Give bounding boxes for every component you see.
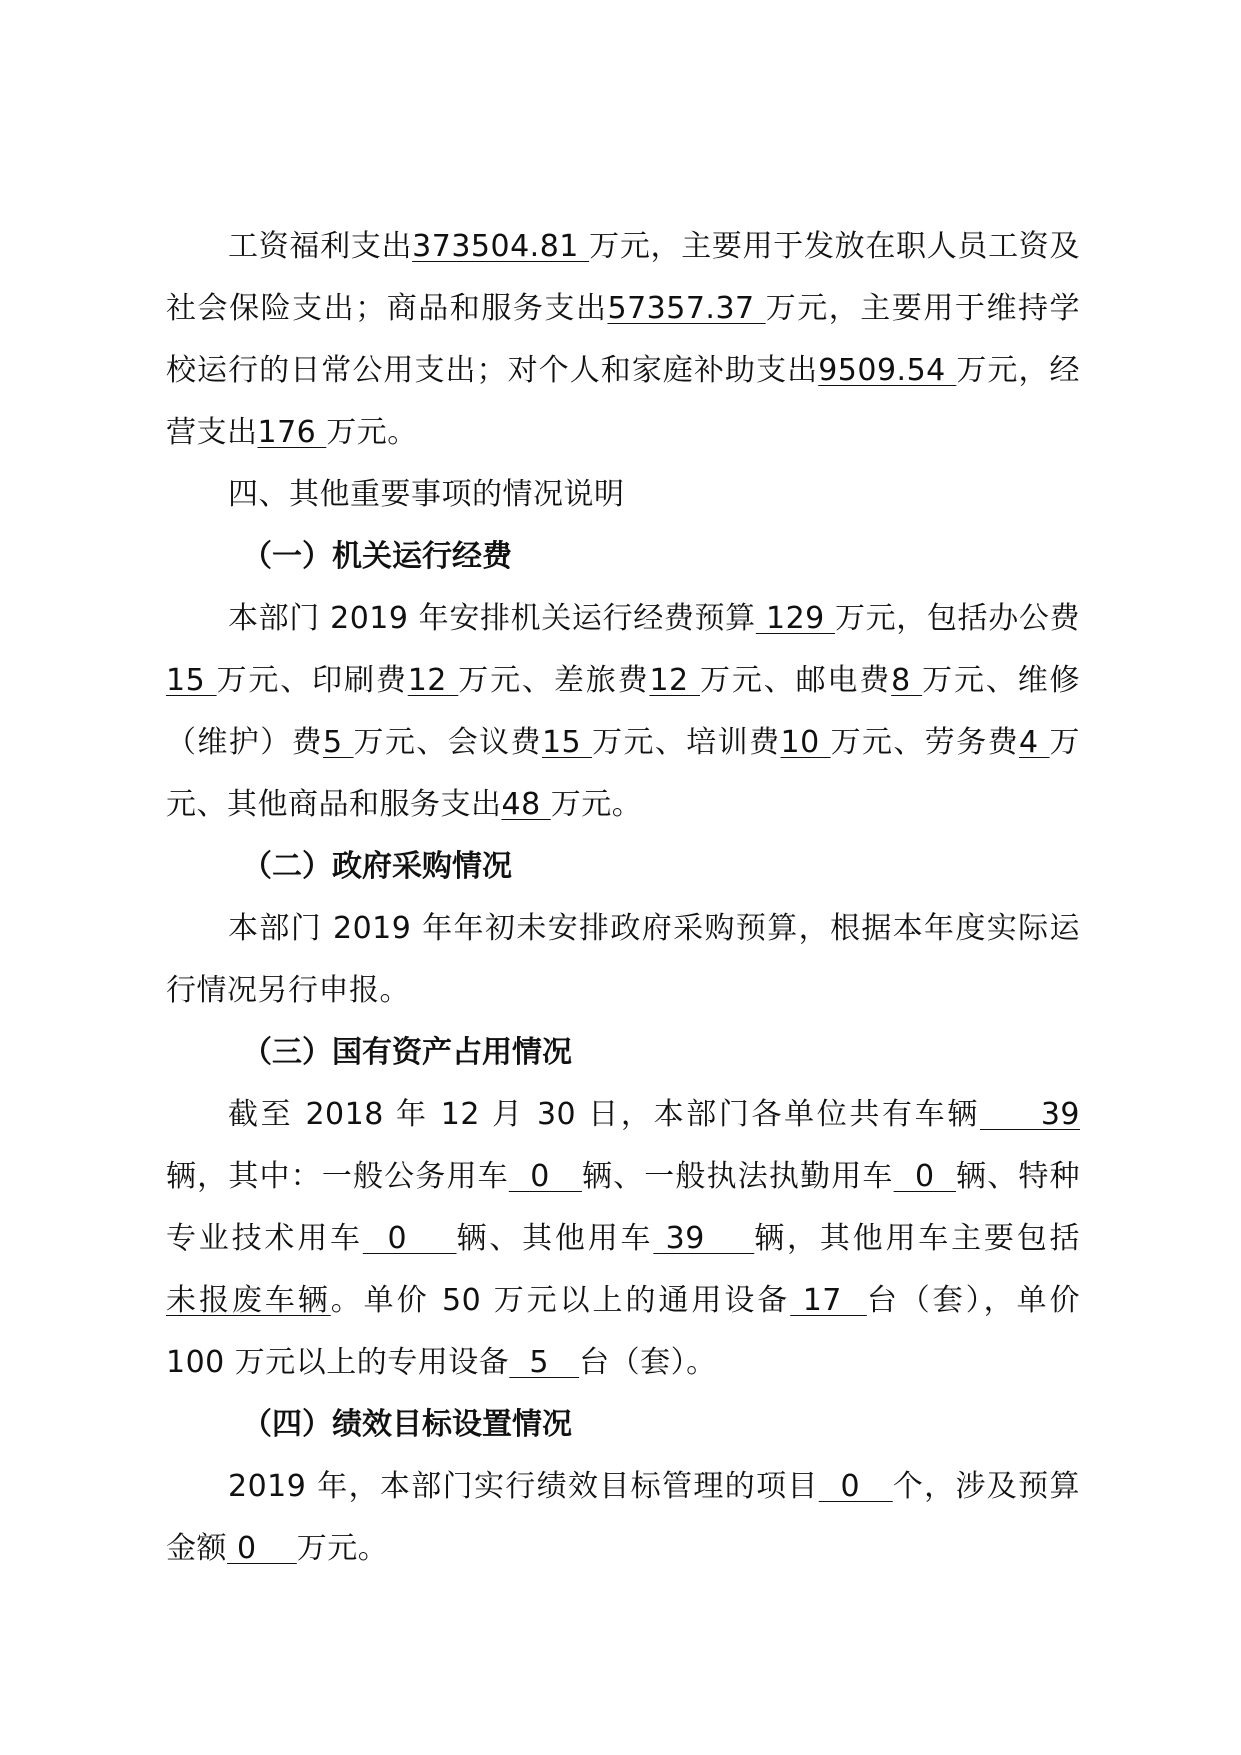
text-segment: 辆、一般执法执勤用车: [581, 1159, 894, 1194]
goods-services-value: 57357.37: [607, 291, 766, 326]
expenditure-paragraph: [166, 216, 1080, 464]
operating-total-value: 129: [755, 601, 835, 636]
text-segment: 万元，包括办公费: [834, 601, 1080, 636]
text-segment: 。单价 50 万元以上的通用设备: [330, 1283, 791, 1318]
travel-fee-value: 12: [649, 663, 701, 698]
other-vehicle-description: 未报废车辆: [166, 1283, 331, 1318]
general-equipment-value: 17: [790, 1283, 867, 1318]
postal-fee-value: 8: [891, 663, 923, 698]
household-subsidy-value: 9509.54: [818, 353, 957, 388]
text-segment: 万元，经营支出: [166, 353, 1081, 450]
official-vehicle-value: 0: [508, 1159, 582, 1194]
text-segment: 万元。: [550, 787, 643, 822]
other-goods-value: 48: [501, 787, 551, 822]
performance-paragraph: [166, 1456, 1080, 1580]
procurement-paragraph: 本部门 2019 年年初未安排政府采购预算，根据本年度实际运行情况另行申报。: [166, 911, 1080, 1008]
text-segment: 截至 2018 年 12 月 30 日，本部门各单位共有车辆: [228, 1097, 980, 1132]
special-vehicle-value: 0: [362, 1221, 457, 1256]
text-segment: 万元。: [296, 1531, 389, 1566]
text-segment: 万元，主要用于发放在职人员工资及社会保险支出；商品和服务支出: [166, 229, 1081, 326]
office-fee-value: 15: [166, 663, 217, 698]
subsection-heading-performance: （四）绩效目标设置情况: [242, 1407, 572, 1442]
law-enforcement-vehicle-value: 0: [893, 1159, 957, 1194]
text-segment: 万元、邮电费: [700, 663, 892, 698]
performance-projects-value: 0: [818, 1469, 893, 1504]
text-segment: 工资福利支出: [228, 229, 413, 264]
section-title: 四、其他重要事项的情况说明: [228, 477, 625, 512]
dedicated-equipment-value: 5: [509, 1345, 580, 1380]
text-segment: 万元、会议费: [353, 725, 542, 760]
text-segment: 万元、印刷费: [216, 663, 408, 698]
text-segment: 个，涉及预算金额: [166, 1469, 1080, 1566]
text-segment: 万元、维修（维护）费: [166, 663, 1081, 760]
text-segment: 万元，主要用于维持学校运行的日常公用支出；对个人和家庭补助支出: [166, 291, 1081, 388]
text-segment: 辆、其他用车: [456, 1221, 654, 1256]
other-vehicle-value: 39: [653, 1221, 755, 1256]
salary-welfare-value: 373504.81: [412, 229, 590, 264]
meeting-fee-value: 15: [541, 725, 593, 760]
printing-fee-value: 12: [407, 663, 459, 698]
labor-fee-value: 4: [1019, 725, 1050, 760]
text-segment: 万元、培训费: [592, 725, 781, 760]
text-segment: 台（套），单价 100 万元以上的专用设备: [166, 1283, 1081, 1380]
text-segment: 辆，其中：一般公务用车: [166, 1159, 509, 1194]
training-fee-value: 10: [780, 725, 831, 760]
text-segment: 万元、其他商品和服务支出: [166, 725, 1081, 822]
performance-amount-value: 0: [227, 1531, 297, 1566]
text-segment: 辆，其他用车主要包括: [754, 1221, 1080, 1256]
operating-costs-paragraph: [166, 588, 1080, 836]
vehicle-total-value: 39: [979, 1097, 1080, 1132]
text-segment: 辆、特种专业技术用车: [166, 1159, 1081, 1256]
text-segment: 万元、劳务费: [830, 725, 1020, 760]
subsection-heading-procurement: （二）政府采购情况: [242, 849, 512, 884]
text-segment: 万元、差旅费: [458, 663, 650, 698]
text-segment: 万元。: [326, 415, 418, 450]
document-page: [166, 216, 1080, 1580]
text-segment: 2019 年，本部门实行绩效目标管理的项目: [228, 1469, 819, 1504]
text-segment: 台（套）。: [579, 1345, 717, 1380]
repair-fee-value: 5: [323, 725, 354, 760]
business-expenditure-value: 176: [257, 415, 327, 450]
subsection-heading-state-assets: （三）国有资产占用情况: [242, 1035, 572, 1070]
state-assets-paragraph: [166, 1084, 1080, 1394]
subsection-heading-operating-costs: （一）机关运行经费: [242, 539, 512, 574]
text-segment: 本部门 2019 年安排机关运行经费预算: [228, 601, 756, 636]
